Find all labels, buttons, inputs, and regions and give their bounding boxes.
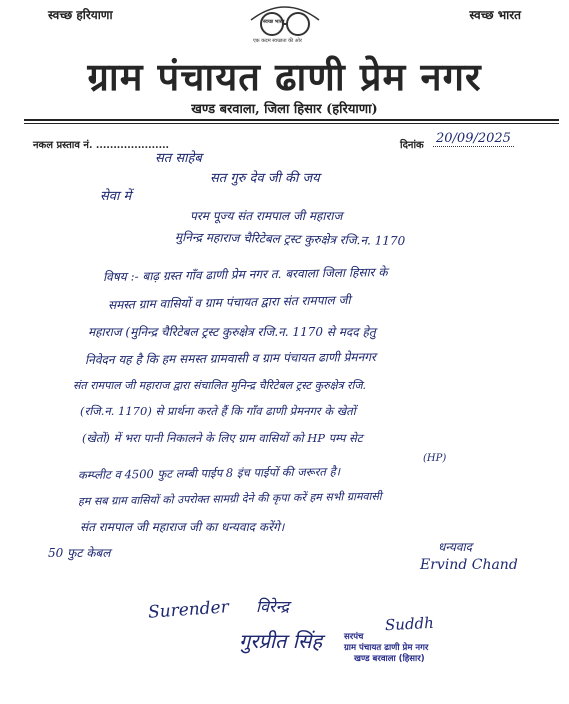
addressee-line: परम पूज्य संत रामपाल जी महाराज [190,209,343,223]
body-line: (खेतों) में भरा पानी निकालने के लिए ग्राम वासियों को HP पम्प सेट [82,431,363,445]
note-line: 50 फुट केबल [48,546,111,560]
sarpanch-stamp [344,632,428,665]
header-rule-top [24,119,559,121]
header-rule-bottom [24,123,559,124]
closing-name: Ervind Chand [420,557,518,573]
body-line: कम्प्लीट व 4500 फुट लम्बी पाईप 8 इंच पाईपों की जरूरत है। [77,464,341,482]
right-slogan: स्वच्छ भारत [469,8,521,22]
left-slogan: स्वच्छ हरियाणा [48,8,113,22]
panchayat-subtitle: खण्ड बरवाला, जिला हिसार (हरियाणा) [191,102,378,117]
subject-line: विषय :- बाढ़ ग्रस्त गाँव ढाणी प्रेम नगर त. बरवाला जिला हिसार के [102,265,388,284]
panchayat-title: ग्राम पंचायत ढाणी प्रेम नगर [87,54,482,99]
body-line: निवेदन यह है कि हम समस्त ग्रामवासी व ग्राम पंचायत ढाणी प्रेमनगर [84,349,376,367]
logo-tagline: एक कदम स्वच्छता की ओर [253,38,302,44]
ref-number-label: नकल प्रस्ताव नं. ..................... [33,140,170,151]
logo-text: स्वच्छ भारत [263,19,285,25]
closing-word: धन्यवाद [438,540,473,554]
insert-note: (HP) [423,453,447,464]
salutation-line: सेवा में [100,189,132,204]
greeting-line: सत साहेब [155,151,202,166]
body-line: संत रामपाल जी महाराज जी का धन्यवाद करेंगे। [80,520,285,534]
signature-gurpreet: गुरप्रीत सिंह [239,629,323,653]
signature-virender: विरेन्द्र [256,597,290,616]
signature-surender: Surender [147,597,230,623]
swachh-bharat-logo [247,0,323,48]
stamp-line: सरपंच [344,632,364,642]
signature-sarpanch: Suddh [384,613,435,635]
body-line: महाराज (मुनिन्द्र चैरिटेबल ट्रस्ट कुरुक्षेत्र रजि.न. 1170 से मदद हेतु [88,325,376,339]
date-value: 20/09/2025 [433,131,514,147]
trust-line: मुनिन्द्र महाराज चैरिटेबल ट्रस्ट कुरुक्षेत्र रजि.न. 1170 [174,230,406,249]
body-line: संत रामपाल जी महाराज द्वारा संचालित मुनिन्द्र चैरिटेबल ट्रस्ट कुरुक्षेत्र रजि. [73,379,367,392]
body-line: हम सब ग्राम वासियों को उपरोक्त सामग्री देने की कृपा करें हम सभी ग्रामवासी [77,489,382,508]
date-label: दिनांक [400,140,424,151]
body-line: (रजि.न. 1170) से प्रार्थना करते हैं कि गाँव ढाणी प्रेमनगर के खेतों [80,404,356,418]
stamp-line: खण्ड बरवाला (हिसार) [354,654,425,664]
jai-line: सत गुरु देव जी की जय [210,171,320,186]
body-line: समस्त ग्राम वासियों व ग्राम पंचायत द्वारा संत रामपाल जी [107,292,351,312]
stamp-line: ग्राम पंचायत ढाणी प्रेम नगर [344,643,429,653]
